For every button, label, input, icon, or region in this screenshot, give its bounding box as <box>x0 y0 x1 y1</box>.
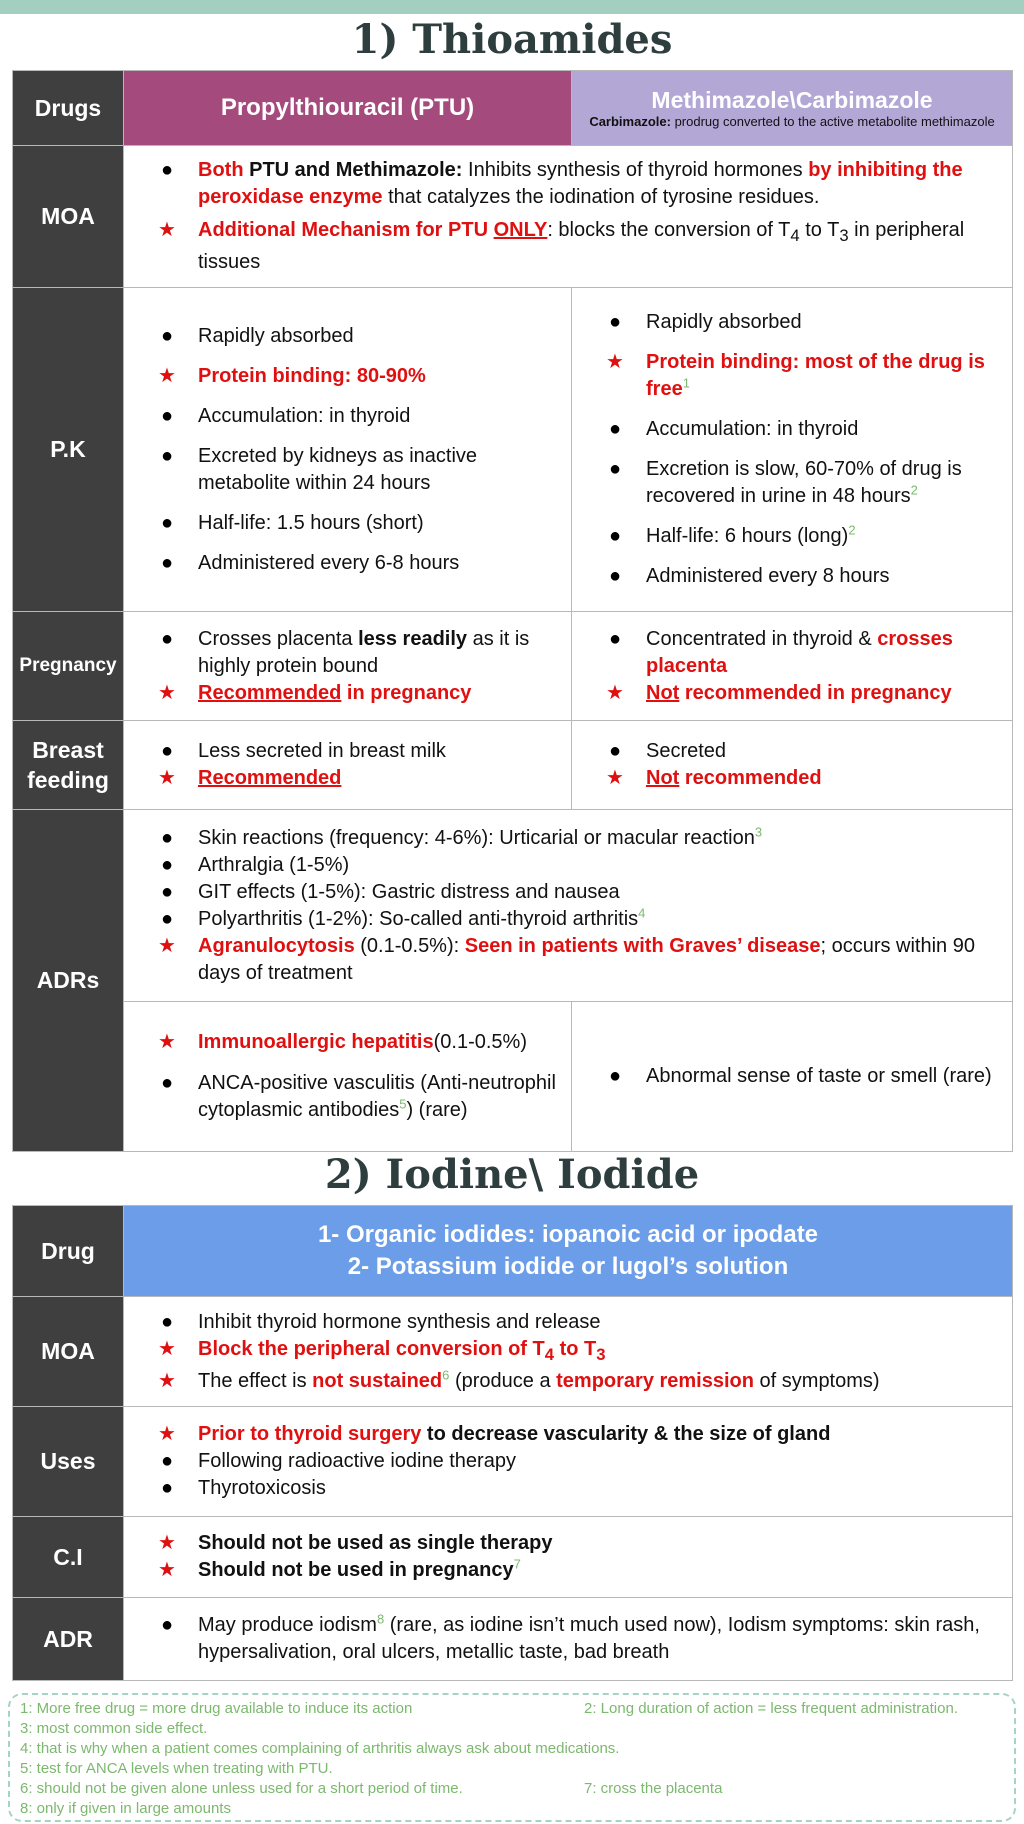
iodide-table <box>12 1205 1013 1681</box>
carbimazole-note: Carbimazole: prodrug converted to the active metabolite methimazole <box>589 113 995 129</box>
list-item: ● Half-life: 1.5 hours (short) <box>158 510 557 537</box>
adr-label: ADR <box>13 1598 124 1681</box>
list-item: ● Following radioactive iodine therapy <box>158 1448 998 1475</box>
list-item: ★ Not recommended <box>606 765 998 792</box>
list-item: ● Excretion is slow, 60-70% of drug is recovered in urine in 48 hours$^2$ <box>606 456 998 510</box>
list-item: ★ Should not be used as single therapy <box>158 1530 998 1557</box>
drug-line-1: 1- Organic iodides: iopanoic acid or ipodate <box>317 1221 819 1248</box>
ci-cell <box>124 1517 1013 1598</box>
list-item: ★ Protein binding: most of the drug is free$^1$ <box>606 351 985 400</box>
red-star-icon: ★ <box>158 1337 176 1360</box>
list-item: ★ Prior to thyroid surgery to decrease vascularity & the size of gland <box>158 1421 998 1448</box>
list-item: ● Thyrotoxicosis <box>158 1475 998 1502</box>
top-accent-bar <box>0 0 1024 14</box>
drug-line-2: 2- Potassium iodide or lugol’s solution <box>347 1253 789 1280</box>
methimazole-header <box>572 71 1013 146</box>
red-star-icon: ★ <box>158 681 176 704</box>
moa-row <box>13 146 1013 288</box>
bullet-dot-icon: ● <box>608 525 622 547</box>
bullet-dot-icon: ● <box>608 565 622 587</box>
list-item: ● Less secreted in breast milk <box>158 738 557 765</box>
bullet-dot-icon: ● <box>160 627 174 650</box>
bullet-dot-icon: ● <box>160 1072 174 1094</box>
adr-cell <box>124 1598 1013 1681</box>
list-item: ● Administered every 8 hours <box>606 563 998 590</box>
list-item: ★ Block the peripheral conversion of $T_4$ to $T_3$ <box>158 1337 606 1364</box>
iodide-moa-row <box>13 1297 1013 1407</box>
bullet-dot-icon: ● <box>608 458 622 480</box>
list-item: ● Both PTU and Methimazole: Inhibits synthesis of thyroid hormones by inhibiting the peroxidase enzyme that catalyzes the iodination of tyrosine residues. <box>158 157 998 211</box>
uses-label: Uses <box>13 1407 124 1517</box>
red-star-icon: ★ <box>158 1559 176 1581</box>
bullet-dot-icon: ● <box>608 627 622 650</box>
pk-ptu-cell <box>124 288 572 612</box>
methimazole-title: Methimazole\Carbimazole <box>651 86 933 113</box>
adrs-common-cell <box>124 810 1013 1002</box>
footnotes-box <box>8 1693 1016 1822</box>
red-star-icon: ★ <box>606 767 624 789</box>
adrs-ptu-cell <box>124 1002 572 1152</box>
bullet-dot-icon: ● <box>160 324 174 347</box>
adrs-methimazole-cell <box>572 1002 1013 1152</box>
bullet-dot-icon: ● <box>608 311 622 333</box>
thioamides-table <box>12 70 1013 1152</box>
section-title-thioamides: 1) Thioamides <box>351 16 673 63</box>
bullet-dot-icon: ● <box>160 907 174 930</box>
footnote-5: 5: test for ANCA levels when treating with PTU. <box>20 1760 333 1777</box>
list-item: ● Secreted <box>606 738 998 765</box>
list-item: ● Abnormal sense of taste or smell (rare) <box>606 1063 998 1090</box>
red-star-icon: ★ <box>158 767 176 789</box>
bullet-dot-icon: ● <box>160 511 174 534</box>
list-item: ● Rapidly absorbed <box>606 309 998 336</box>
adrs-row <box>13 810 1013 1002</box>
ptu-header: Propylthiouracil (PTU) <box>124 71 572 146</box>
list-item: ● Crosses placenta less readily as it is highly protein bound <box>158 626 557 680</box>
ci-row <box>13 1517 1013 1598</box>
list-item: ★ Recommended <box>158 765 557 792</box>
list-item: ★ The effect is not sustained$^6$ (produce a temporary remission of symptoms) <box>158 1368 998 1395</box>
breast-methimazole-cell <box>572 721 1013 810</box>
moa-content <box>124 146 1013 288</box>
adrs-label: ADRs <box>13 810 124 1152</box>
footnote-3: 3: most common side effect. <box>20 1720 208 1737</box>
list-item: ★ Should not be used in pregnancy$^7$ <box>158 1557 998 1584</box>
list-item: ★ Agranulocytosis (0.1-0.5%): Seen in patients with Graves’ disease; occurs within 90 days of treatment <box>158 934 975 984</box>
list-item: ★ Additional Mechanism for PTU ONLY: blocks the conversion of $T_4$ to $T_3$ in peripheral tissues <box>158 219 965 273</box>
pregnancy-row <box>13 612 1013 721</box>
red-star-icon: ★ <box>606 681 624 704</box>
list-item: ● Polyarthritis (1-2%): So-called anti-thyroid arthritis$^4$ <box>158 906 998 933</box>
iodide-moa-label: MOA <box>13 1297 124 1407</box>
uses-row <box>13 1407 1013 1517</box>
list-item: ● GIT effects (1-5%): Gastric distress and nausea <box>158 879 998 906</box>
section-title-iodide: 2) Iodine\ Iodide <box>324 1151 700 1198</box>
breast-ptu-cell <box>124 721 572 810</box>
bullet-dot-icon: ● <box>160 1614 174 1636</box>
red-star-icon: ★ <box>606 351 624 373</box>
bullet-dot-icon: ● <box>608 740 622 762</box>
footnote-8: 8: only if given in large amounts <box>20 1800 231 1817</box>
pk-label: P.K <box>13 288 124 612</box>
list-item: ● Administered every 6-8 hours <box>158 550 557 577</box>
bullet-dot-icon: ● <box>160 826 174 849</box>
footnote-2: 2: Long duration of action = less frequent administration. <box>584 1700 958 1717</box>
list-item: ★ Protein binding: 80-90% <box>158 363 557 390</box>
breast-feeding-row <box>13 721 1013 810</box>
red-star-icon: ★ <box>158 934 176 957</box>
bullet-dot-icon: ● <box>160 1450 174 1472</box>
table-header-row <box>13 71 1013 146</box>
footnote-4: 4: that is why when a patient comes complaining of arthritis always ask about medications. <box>20 1740 620 1757</box>
red-star-icon: ★ <box>158 1369 176 1392</box>
bullet-dot-icon: ● <box>160 740 174 762</box>
pregnancy-methimazole-cell <box>572 612 1013 721</box>
list-item: ★ Recommended in pregnancy <box>158 680 557 707</box>
pregnancy-label: Pregnancy <box>13 612 124 721</box>
moa-label: MOA <box>13 146 124 288</box>
red-star-icon: ★ <box>158 1532 176 1554</box>
drugs-header-label: Drugs <box>13 71 124 146</box>
list-item: ● May produce iodism$^8$ (rare, as iodine isn’t much used now), Iodism symptoms: skin rash, hypersalivation, oral ulcers, metallic taste, bad breath <box>158 1612 998 1666</box>
bullet-dot-icon: ● <box>160 444 174 467</box>
list-item: ● Excreted by kidneys as inactive metabolite within 24 hours <box>158 443 557 497</box>
list-item: ● Rapidly absorbed <box>158 323 557 350</box>
bullet-dot-icon: ● <box>608 1065 622 1087</box>
list-item: ★ Immunoallergic hepatitis(0.1-0.5%) <box>158 1029 557 1056</box>
pk-row <box>13 288 1013 612</box>
pk-methimazole-cell <box>572 288 1013 612</box>
footnote-1: 1: More free drug = more drug available to induce its action <box>20 1700 413 1717</box>
red-star-icon: ★ <box>158 1031 176 1053</box>
footnote-6: 6: should not be given alone unless used for a short period of time. <box>20 1780 463 1797</box>
list-item: ● Concentrated in thyroid & crosses placenta <box>606 626 998 680</box>
uses-cell <box>124 1407 1013 1517</box>
drug-label: Drug <box>13 1206 124 1297</box>
pregnancy-ptu-cell <box>124 612 572 721</box>
iodide-drug-row <box>13 1206 1013 1297</box>
bullet-dot-icon: ● <box>160 1310 174 1333</box>
bullet-dot-icon: ● <box>160 551 174 574</box>
list-item: ● Inhibit thyroid hormone synthesis and release <box>158 1309 998 1336</box>
breast-feeding-label: Breast feeding <box>13 721 124 810</box>
list-item: ● Skin reactions (frequency: 4-6%): Urticarial or macular reaction$^3$ <box>158 825 998 852</box>
red-star-icon: ★ <box>158 364 176 387</box>
bullet-dot-icon: ● <box>160 853 174 876</box>
red-star-icon: ★ <box>158 1423 176 1445</box>
red-star-icon: ★ <box>158 219 176 241</box>
adrs-specific-row <box>13 1002 1013 1152</box>
adr-row <box>13 1598 1013 1681</box>
bullet-dot-icon: ● <box>160 880 174 903</box>
iodide-drug-header <box>124 1206 1013 1297</box>
list-item: ★ Not recommended in pregnancy <box>606 680 998 707</box>
footnote-7: 7: cross the placenta <box>584 1780 723 1797</box>
list-item: ● ANCA-positive vasculitis (Anti-neutrophil cytoplasmic antibodies$^5$) (rare) <box>158 1070 557 1124</box>
bullet-dot-icon: ● <box>160 404 174 427</box>
list-item: ● Arthralgia (1-5%) <box>158 852 998 879</box>
ci-label: C.I <box>13 1517 124 1598</box>
list-item: ● Accumulation: in thyroid <box>158 403 557 430</box>
bullet-dot-icon: ● <box>608 418 622 440</box>
bullet-dot-icon: ● <box>160 159 174 181</box>
list-item: ● Accumulation: in thyroid <box>606 416 998 443</box>
iodide-moa-cell <box>124 1297 1013 1407</box>
list-item: ● Half-life: 6 hours (long)$^2$ <box>606 523 998 550</box>
bullet-dot-icon: ● <box>160 1477 174 1499</box>
